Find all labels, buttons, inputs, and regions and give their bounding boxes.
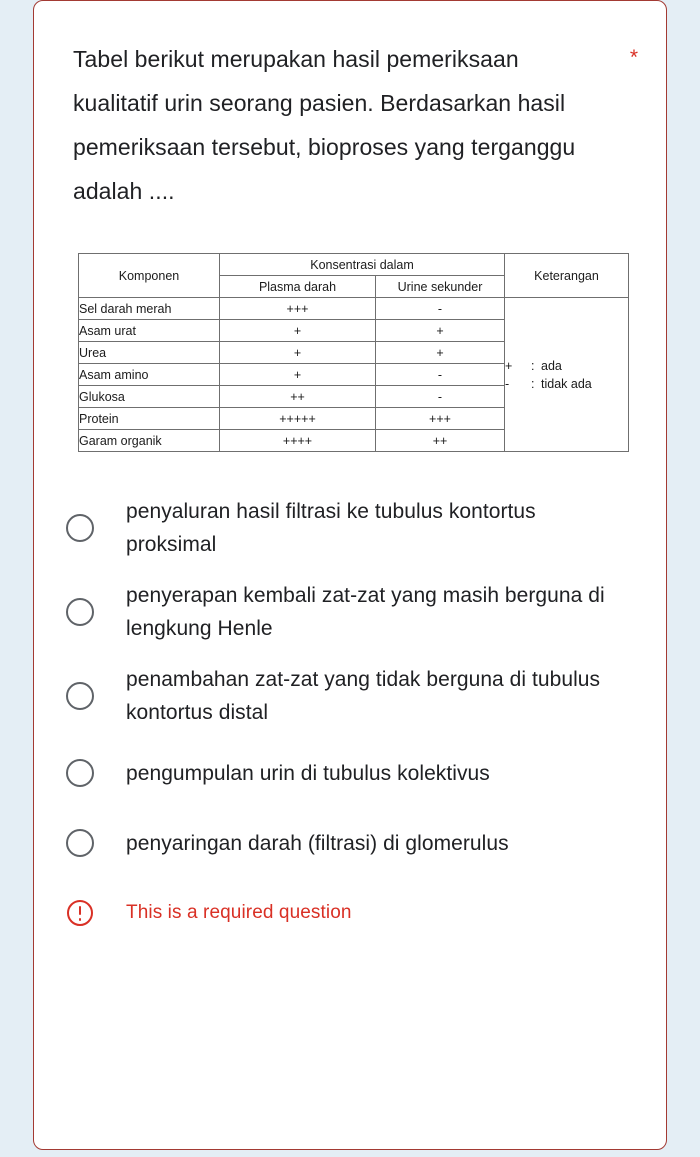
question-title: Tabel berikut merupakan hasil pemeriksaan kualitatif urin seorang pasien. Berdasarkan hasil pemeriksaan tersebut, bioproses yang terganggu adalah .... bbox=[73, 46, 576, 204]
option-item-4[interactable] bbox=[34, 738, 632, 808]
header-komponen: Komponen bbox=[79, 254, 220, 298]
radio-cell bbox=[34, 682, 126, 710]
header-keterangan: Keterangan bbox=[505, 254, 629, 298]
required-error-row bbox=[34, 900, 666, 926]
cell-komponen: Asam amino bbox=[79, 364, 220, 386]
cell-komponen: Garam organik bbox=[79, 430, 220, 452]
question-header bbox=[34, 1, 666, 213]
table-row bbox=[79, 298, 629, 320]
answer-options-list bbox=[34, 486, 666, 878]
option-label-4: pengumpulan urin di tubulus kolektivus bbox=[126, 761, 490, 785]
radio-button-icon-4[interactable] bbox=[66, 759, 94, 787]
cell-urine: - bbox=[376, 298, 505, 320]
legend-line-tidak-ada bbox=[505, 375, 628, 393]
option-label-1: penyaluran hasil filtrasi ke tubulus kontortus proksimal bbox=[126, 500, 536, 556]
radio-cell bbox=[34, 759, 126, 787]
cell-urine: +++ bbox=[376, 408, 505, 430]
legend-symbol-minus: - bbox=[505, 376, 510, 391]
radio-cell bbox=[34, 598, 126, 626]
cell-urine: + bbox=[376, 342, 505, 364]
cell-komponen: Urea bbox=[79, 342, 220, 364]
option-item-1[interactable] bbox=[34, 486, 632, 570]
question-card bbox=[33, 0, 667, 1150]
cell-urine: ++ bbox=[376, 430, 505, 452]
cell-plasma: + bbox=[220, 320, 376, 342]
radio-cell bbox=[34, 514, 126, 542]
cell-plasma: + bbox=[220, 342, 376, 364]
radio-button-icon-2[interactable] bbox=[66, 598, 94, 626]
legend-line-ada bbox=[505, 357, 628, 375]
cell-plasma: ++ bbox=[220, 386, 376, 408]
legend-symbol-plus: + bbox=[505, 358, 513, 373]
legend-meaning-tidak-ada: tidak ada bbox=[541, 376, 592, 391]
exclamation-circle-icon bbox=[67, 900, 93, 926]
option-label-5: penyaringan darah (filtrasi) di glomerulus bbox=[126, 831, 509, 855]
cell-komponen: Asam urat bbox=[79, 320, 220, 342]
radio-button-icon-1[interactable] bbox=[66, 514, 94, 542]
option-item-5[interactable] bbox=[34, 808, 632, 878]
table-header-row-1 bbox=[79, 254, 629, 276]
legend-colon: : bbox=[531, 358, 535, 373]
error-icon-cell bbox=[34, 900, 126, 926]
cell-urine: - bbox=[376, 386, 505, 408]
header-urine-sekunder: Urine sekunder bbox=[376, 276, 505, 298]
cell-plasma: +++ bbox=[220, 298, 376, 320]
option-label-2: penyerapan kembali zat-zat yang masih berguna di lengkung Henle bbox=[126, 584, 605, 640]
cell-plasma: ++++ bbox=[220, 430, 376, 452]
cell-urine: - bbox=[376, 364, 505, 386]
radio-button-icon-3[interactable] bbox=[66, 682, 94, 710]
cell-komponen: Glukosa bbox=[79, 386, 220, 408]
option-label-3: penambahan zat-zat yang tidak berguna di tubulus kontortus distal bbox=[126, 668, 601, 724]
option-item-2[interactable] bbox=[34, 570, 632, 654]
required-asterisk: * bbox=[629, 46, 638, 69]
cell-keterangan-legend bbox=[505, 298, 629, 452]
cell-plasma: +++++ bbox=[220, 408, 376, 430]
option-item-3[interactable] bbox=[34, 654, 632, 738]
urine-test-table-container bbox=[78, 253, 629, 452]
urine-test-table bbox=[78, 253, 629, 452]
cell-plasma: + bbox=[220, 364, 376, 386]
header-konsentrasi: Konsentrasi dalam bbox=[220, 254, 505, 276]
cell-komponen: Protein bbox=[79, 408, 220, 430]
legend-colon: : bbox=[531, 376, 535, 391]
cell-urine: + bbox=[376, 320, 505, 342]
header-plasma-darah: Plasma darah bbox=[220, 276, 376, 298]
radio-button-icon-5[interactable] bbox=[66, 829, 94, 857]
legend-meaning-ada: ada bbox=[541, 358, 562, 373]
required-error-message: This is a required question bbox=[126, 902, 352, 923]
radio-cell bbox=[34, 829, 126, 857]
cell-komponen: Sel darah merah bbox=[79, 298, 220, 320]
